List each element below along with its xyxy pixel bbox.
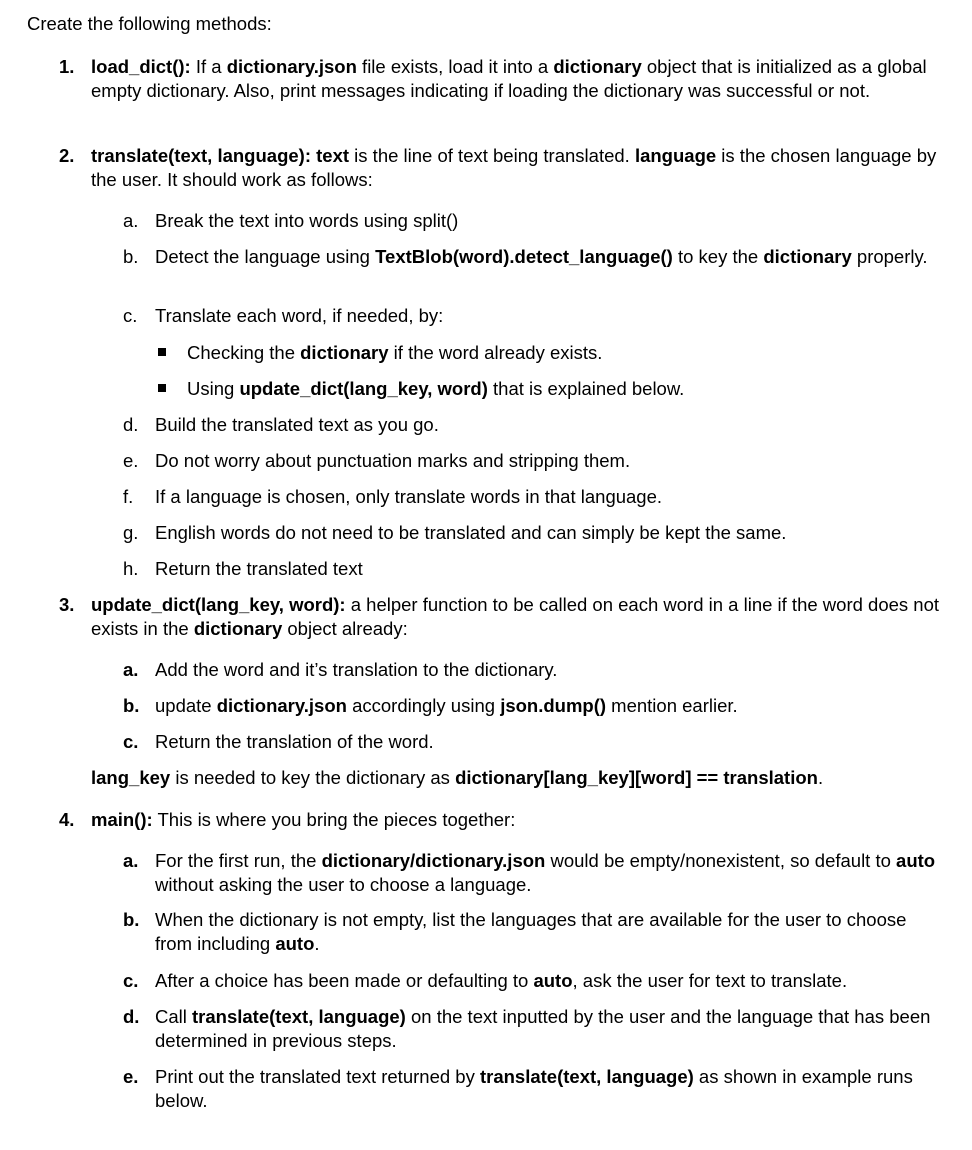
step-letter: a.: [123, 210, 139, 231]
step-letter: d.: [123, 414, 139, 435]
page-heading: Create the following methods:: [27, 13, 272, 34]
step-text: Print out the translated text returned by translate(text, language) as shown in example runs below.: [155, 1066, 913, 1111]
method-translate: translate(text, language): text is the line of text being translated. language is the chosen language by the user. It should work as follows:: [91, 145, 937, 190]
bullet-text: Checking the dictionary if the word already exists.: [187, 342, 603, 363]
step-text: Add the word and it’s translation to the dictionary.: [155, 659, 558, 680]
step-letter: g.: [123, 522, 139, 543]
step-letter: c.: [123, 970, 139, 991]
step-text: update dictionary.json accordingly using json.dump() mention earlier.: [155, 695, 738, 716]
step-text: Translate each word, if needed, by:: [155, 305, 444, 326]
step-letter: a.: [123, 850, 139, 871]
square-bullet-icon: [158, 348, 166, 356]
step-text: If a language is chosen, only translate words in that language.: [155, 486, 663, 507]
step-letter: e.: [123, 1066, 139, 1087]
step-letter: b.: [123, 246, 139, 267]
method-main: main(): This is where you bring the pieces together:: [91, 809, 516, 830]
step-text: Return the translation of the word.: [155, 731, 434, 752]
method-load-dict: load_dict(): If a dictionary.json file exists, load it into a dictionary object that is initialized as a global empty dictionary. Also, print messages indicating if loading the dictionary was successful or not.: [91, 56, 927, 101]
step-text: Return the translated text: [155, 558, 363, 579]
item-number-3: 3.: [59, 594, 75, 615]
step-text: For the first run, the dictionary/dictionary.json would be empty/nonexistent, so default to auto without asking the user to choose a language.: [155, 850, 936, 895]
square-bullet-icon: [158, 384, 166, 392]
step-letter: c.: [123, 305, 138, 326]
step-letter: b.: [123, 909, 140, 930]
method-name: translate(text, language):: [91, 145, 311, 166]
step-letter: h.: [123, 558, 139, 579]
bullet-text: Using update_dict(lang_key, word) that is explained below.: [187, 378, 685, 399]
step-text: Build the translated text as you go.: [155, 414, 439, 435]
step-letter: f.: [123, 486, 134, 507]
step-text: Do not worry about punctuation marks and stripping them.: [155, 450, 631, 471]
step-text: Call translate(text, language) on the text inputted by the user and the language that has been determined in previous steps.: [155, 1006, 931, 1051]
step-letter: a.: [123, 659, 139, 680]
item-number-1: 1.: [59, 56, 75, 77]
method-update-dict: update_dict(lang_key, word): a helper function to be called on each word in a line if the word does not exists in the dictionary object already:: [91, 594, 940, 639]
item-number-4: 4.: [59, 809, 75, 830]
step-letter: d.: [123, 1006, 140, 1027]
step-text: Detect the language using TextBlob(word).detect_language() to key the dictionary properly.: [155, 246, 928, 267]
item-number-2: 2.: [59, 145, 75, 166]
step-text: After a choice has been made or defaulting to auto, ask the user for text to translate.: [155, 970, 848, 991]
method-name: load_dict():: [91, 56, 191, 77]
step-letter: b.: [123, 695, 140, 716]
step-text: When the dictionary is not empty, list the languages that are available for the user to choose from including auto.: [155, 909, 907, 954]
step-text: Break the text into words using split(): [155, 210, 459, 231]
method-name: main():: [91, 809, 153, 830]
lang-key-note: lang_key is needed to key the dictionary as dictionary[lang_key][word] == translation.: [91, 767, 824, 788]
method-name: update_dict(lang_key, word):: [91, 594, 346, 615]
step-letter: e.: [123, 450, 139, 471]
step-letter: c.: [123, 731, 139, 752]
step-text: English words do not need to be translated and can simply be kept the same.: [155, 522, 787, 543]
